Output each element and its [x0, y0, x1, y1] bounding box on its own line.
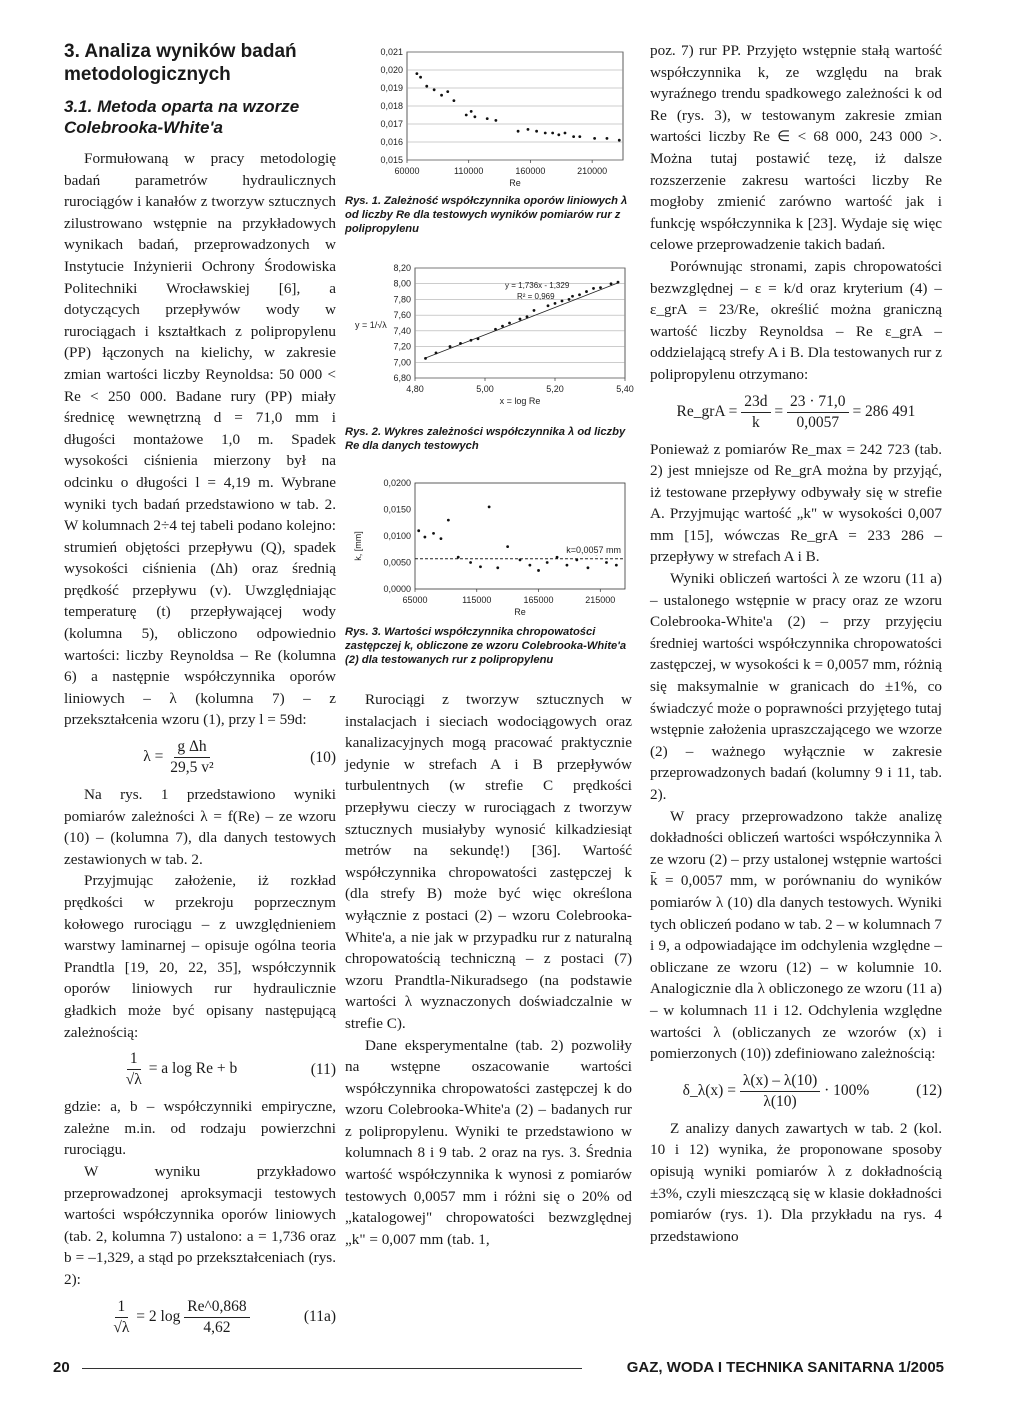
page-number: 20	[53, 1359, 70, 1376]
journal-name: GAZ, WODA I TECHNIKA SANITARNA 1/2005	[626, 1359, 944, 1376]
data-point	[470, 110, 473, 113]
y-axis-label: y = 1/√λ	[355, 320, 387, 330]
data-point	[435, 351, 438, 354]
eq11-numerator: 1	[127, 1049, 141, 1070]
paragraph: Porównując stronami, zapis chropowatości bezwzględnej – ε = k/d oraz kryterium (4) – ε_grA = 23/Re, określić można graniczną wartość liczby Reynoldsa – Re ε_grA – oddzielającą strefy A i B. Dla testowanych rur z polipropylenu otrzymano:	[650, 257, 942, 383]
x-tick-label: 115000	[462, 595, 492, 605]
data-point	[544, 132, 547, 135]
data-point	[488, 505, 491, 508]
x-tick-label: 210000	[577, 166, 608, 176]
data-point	[449, 345, 452, 348]
data-point	[419, 76, 422, 79]
data-point	[617, 281, 620, 284]
data-point	[606, 137, 609, 140]
eq10-denominator: 29,5 v²	[170, 759, 214, 777]
data-point	[546, 561, 549, 564]
data-point	[527, 128, 530, 131]
x-tick-label: 110000	[454, 166, 484, 176]
eq12-fraction	[740, 1071, 820, 1112]
data-point	[561, 300, 564, 303]
data-point	[517, 130, 520, 133]
y-tick-label: 0,0000	[383, 584, 411, 594]
paragraph: Przyjmując założenie, iż rozkład prędkości w przekroju poprzecznym kołowego rurociągu – z uwzględnieniem warstwy laminarnej – opisuje ogólna teoria Prandtla [19, 20, 22, 35], współczynnik oporów liniowych rur hydraulicznie gładkich może być opisany następującą zależnością:	[64, 872, 336, 1041]
eq-regra-lhs: Re_grA =	[676, 402, 738, 420]
eq11-fraction	[123, 1049, 145, 1090]
column-right	[650, 40, 942, 1247]
equation-number: (11a)	[303, 1308, 336, 1325]
data-point	[585, 290, 588, 293]
column-middle	[345, 40, 632, 1250]
eq12-rhs: · 100%	[824, 1081, 870, 1099]
paragraph: Dane eksperymentalne (tab. 2) pozwoliły na wstępne oszacowanie wartości współczynnika chropowatości zastępczej k do wzoru Colebrooka-White'a (2) – badanych rur z polipropylenu. Wyniki te przedstawiono w kolumnach 8 i 9 tab. 2 oraz na rys. 3. Średnia wartość współczynnika k wynosi z pomiarów testowych 0,0057 mm i różni się o 20% od „katalogowej" chropowatości bezwzględnej „k" = 0,007 mm (tab. 1,	[345, 1036, 632, 1248]
r-squared: R² = 0,969	[517, 292, 555, 301]
data-point	[519, 318, 522, 321]
data-point	[432, 532, 435, 535]
equation-11	[64, 1049, 336, 1090]
y-tick-label: 0,021	[380, 47, 403, 57]
footer-rule	[82, 1368, 582, 1369]
data-point	[486, 117, 489, 120]
eq10-lhs: λ =	[143, 748, 164, 766]
data-point	[533, 309, 536, 312]
eq11a-fraction-right	[184, 1297, 249, 1338]
eq-regra-fraction-1	[741, 392, 770, 433]
data-point	[605, 561, 608, 564]
data-point	[592, 287, 595, 290]
column-left	[64, 40, 336, 1344]
eq-regra-f1-numerator: 23d	[741, 392, 770, 413]
paragraph: Ponieważ z pomiarów Re_max = 242 723 (tab. 2) jest mniejsze od Re_grA można by przyjąć, iż testowane przepływy odbywały się w strefie A. Przyjmując wartość „k" w wysokości 0,007 mm [15], wówczas Re_grA = 233 286 – przepływy w strefach A i B.	[650, 440, 942, 566]
data-point	[593, 137, 596, 140]
eq10-numerator: g Δh	[174, 737, 209, 758]
y-tick-label: 7,00	[393, 357, 411, 368]
trend-equation: y = 1,736x - 1,329	[505, 281, 570, 290]
data-point	[415, 72, 418, 75]
data-point	[465, 114, 468, 117]
paragraph: Rurociągi z tworzyw sztucznych w instalacjach i sieciach wodociągowych oraz kanalizacyjnych mogą pracować praktycznie jedynie w strefach A i B przepływów turbulentnych (w strefie C prędkości przepływu cieczy w rurociągach z tworzyw sztucznych musiałyby wynosić kilkadziesiąt metrów na sekundę!) [36]. Wartość współczynnika chropowatości zastępczej k (dla strefy B) może być więc określona wyłącznie z postaci (2) – wzoru Colebrooka-White'a, a nie jak w przypadku rur z naturalną chropowatością techniczną – z postaci (7) wzoru Prandtla-Nikuradsego (na podstawie wartości λ wyznaczonych doświadczalnie w strefie C).	[345, 691, 632, 1032]
data-point	[578, 293, 581, 296]
eq12-denominator: λ(10)	[763, 1092, 797, 1110]
data-point	[526, 315, 529, 318]
data-point	[457, 556, 460, 559]
y-tick-label: 6,80	[393, 373, 411, 383]
data-point	[440, 94, 443, 97]
x-axis-label: Re	[514, 607, 526, 617]
equation-number: (10)	[310, 748, 336, 766]
y-tick-label: 7,60	[393, 310, 411, 321]
x-tick-label: 60000	[394, 166, 420, 176]
x-tick-label: 65000	[402, 595, 428, 605]
data-point	[479, 565, 482, 568]
equation-10	[64, 737, 336, 778]
y-tick-label: 8,20	[393, 263, 411, 273]
eq11a-right-denominator: 4,62	[203, 1318, 231, 1336]
section-heading: 3. Analiza wyników badań metodologicznych	[64, 41, 297, 85]
y-tick-label: 0,016	[380, 137, 403, 147]
eq12-numerator: λ(x) – λ(10)	[740, 1071, 820, 1092]
data-point	[564, 132, 567, 135]
data-point	[501, 325, 504, 328]
data-point	[447, 519, 450, 522]
data-point	[496, 566, 499, 569]
data-point	[519, 558, 522, 561]
data-point	[433, 88, 436, 91]
y-tick-label: 0,0100	[383, 531, 411, 541]
y-tick-label: 0,019	[380, 83, 403, 93]
figure-2-chart	[345, 256, 632, 421]
eq12-lhs: δ_λ(x) =	[682, 1081, 736, 1099]
data-point	[423, 536, 426, 539]
figure-2-caption: Rys. 2. Wykres zależności współczynnika λ od liczby Re dla danych testowych	[345, 426, 626, 452]
data-point	[446, 90, 449, 93]
eq11-rhs: = a log Re + b	[148, 1060, 238, 1078]
y-tick-label: 0,015	[380, 155, 403, 165]
data-point	[473, 115, 476, 118]
paragraph: W wyniku przykładowo przeprowadzonej aproksymacji testowych wartości współczynnika oporów liniowych (tab. 2, kolumna 7) ustalono: a = 1,736 oraz b = –1,329, a stąd po przekształceniach (rys. 2):	[64, 1162, 336, 1288]
eq10-fraction	[167, 737, 216, 778]
y-tick-label: 0,020	[380, 65, 403, 75]
x-tick-label: 165000	[523, 595, 554, 605]
paragraph: W pracy przeprowadzono także analizę dokładności obliczeń wartości współczynnika λ ze wzoru (2) – przy ustalonej wstępnie wartości k̄ = 0,0057 mm, w porównaniu do wyników pomiarów λ (10) dla danych testowych. Wyniki tych obliczeń podano w tab. 2 – w kolumnach 7 i 9, a odpowiadające im odchylenia względne – obliczane ze wzoru (12) – w kolumnie 10. Analogicznie dla λ obliczonego ze wzoru (11 a) – w kolumnach 11 i 12. Odchylenia względne wartości λ (obliczanych ze wzorów (x) i pomierzonych (10)) zdefiniowano zależnością:	[650, 807, 942, 1063]
paragraph: poz. 7) rur PP. Przyjęto wstępnie stałą wartość współczynnika k, ze względu na brak wyraźnego trendu spadkowego zależności k od Re (rys. 3), w testowanym zakresie zmian wartości liczby Re ∈ < 68 000, 243 000 >. Można tutaj postawić tezę, iż dalsze rozszerzenie zakresu wartości liczby Re mogłoby zmienić zarówno wartość jak i funkcję współczynnika k [23]. Wydaje się więc celowe przeprowadzenie takich badań.	[650, 42, 942, 254]
data-point	[618, 139, 621, 142]
data-point	[551, 132, 554, 135]
eq11a-numerator: 1	[115, 1297, 129, 1318]
data-point	[568, 298, 571, 301]
y-tick-label: 0,0150	[383, 504, 411, 515]
paragraph: gdzie: a, b – współczynniki empiryczne, zależne m.in. od rodzaju powierzchni rurociągu.	[64, 1098, 336, 1159]
data-point	[615, 564, 618, 567]
data-point	[535, 130, 538, 133]
eq11-denominator: √λ	[125, 1071, 142, 1089]
data-point	[547, 304, 550, 307]
eq11a-mid: = 2 log	[136, 1307, 181, 1325]
data-point	[587, 566, 590, 569]
data-point	[556, 556, 559, 559]
figure-3-caption: Rys. 3. Wartości współczynnika chropowatości zastępczej k, obliczone ze wzoru Colebrooka-White'a (2) dla testowanych rur z polipropylenu	[345, 626, 627, 666]
data-point	[554, 302, 557, 305]
y-tick-label: 7,40	[393, 325, 411, 336]
data-point	[610, 282, 613, 285]
data-point	[528, 564, 531, 567]
paragraph: Na rys. 1 przedstawiono wyniki pomiarów zależności λ = f(Re) – ze wzoru (10) – (kolumna 7), dla danych testowych zestawionych w tab. 2.	[64, 786, 336, 868]
data-point	[537, 569, 540, 572]
data-point	[453, 99, 456, 102]
equation-number: (11)	[310, 1060, 336, 1078]
figure-1-chart	[345, 40, 632, 190]
x-tick-label: 160000	[515, 166, 546, 176]
y-tick-label: 8,00	[393, 278, 411, 289]
data-point	[494, 328, 497, 331]
data-point	[417, 529, 420, 532]
y-tick-label: 7,80	[393, 294, 411, 305]
y-tick-label: 0,0200	[383, 478, 411, 488]
data-point	[425, 85, 428, 88]
data-point	[506, 545, 509, 548]
eq11a-denominator: √λ	[113, 1318, 130, 1336]
x-tick-label: 5,00	[476, 384, 494, 394]
eq11a-fraction-left	[110, 1297, 132, 1338]
x-tick-label: 5,40	[616, 384, 634, 394]
x-tick-label: 215000	[585, 595, 616, 605]
paragraph: Z analizy danych zawartych w tab. 2 (kol. 10 i 12) wynika, że proponowane sposoby opisują wyniki pomiarów λ z dokładnością ±3%, czyli mieszczącą się w klasie dokładności pomiarów (rys. 1). Dla przykładu na rys. 4 przedstawiono	[650, 1119, 942, 1245]
equation-12	[650, 1071, 942, 1112]
data-point	[469, 561, 472, 564]
x-tick-label: 4,80	[406, 384, 424, 394]
eq-regra-f1-denominator: k	[752, 413, 760, 431]
y-axis-label: k, [mm]	[353, 531, 363, 561]
eq-regra-f2-numerator: 23 · 71,0	[787, 392, 849, 413]
data-point	[477, 337, 480, 340]
figure-3-chart	[345, 471, 632, 621]
data-point	[470, 339, 473, 342]
x-tick-label: 5,20	[546, 384, 564, 394]
eq-regra-rhs: = 286 491	[852, 402, 916, 420]
y-tick-label: 0,0050	[383, 557, 411, 568]
paragraph: Formułowaną w pracy metodologię badań parametrów hydraulicznych rurociągów i kanałów z tworzyw sztucznych zilustrowano wstępnie na przykładowych wynikach badań, przeprowadzonych w Instytucie Inżynierii Ochrony Środowiska Politechniki Wrocławskiej [6], a dotyczących przepływów wody w rurociągach i kształtkach z polipropylenu (PP) łączonych na kielichy, w zakresie zmian wartości liczby Reynoldsa: 50 000 < Re < 250 000. Badane rury (PP) miały średnicę wewnętrzną d = 71,0 mm i długości montażowe 1,0 m. Spadek wysokości ciśnienia mierzony był na odcinku o długości l = 4,19 m. Wybrane wyniki tych badań przedstawiono w tab. 2. W kolumnach 2÷4 tej tabeli podano kolejno: strumień objętości przepływu (Q), spadek wysokości ciśnienia (Δh) oraz średnią prędkość przepływu (v). Uwzględniając temperaturę (t) przepływającej wody (kolumna 5), obliczono odpowiednio wartości: liczby Reynoldsa – Re (kolumna 6) a następnie współczynnika oporów liniowych – λ (kolumna 7) – z przekształcenia wzoru (1), przy l = 59d:	[64, 150, 336, 729]
data-point	[572, 135, 575, 138]
eq-regra-fraction-2	[787, 392, 849, 433]
eq11a-right-numerator: Re^0,868	[184, 1297, 249, 1318]
equation-regra: Re_grA = $\frac{23d}{k}$ = $\frac{23 \cdot 71,0}{0,0057}$ = 286 491	[676, 392, 916, 431]
y-tick-label: 7,20	[393, 341, 411, 352]
figure-1-caption: Rys. 1. Zależność współczynnika oporów liniowych λ od liczby Re dla testowych wyników pomiarów rur z polipropylenu	[345, 195, 628, 235]
data-point	[571, 295, 574, 298]
y-tick-label: 0,018	[380, 101, 403, 111]
data-point	[440, 537, 443, 540]
data-point	[578, 135, 581, 138]
paragraph: Wyniki obliczeń wartości λ ze wzoru (11 a) – ustalonego wstępnie w pracy oraz ze wzoru Colebrooka-White'a (2) – przy przyjęciu średniej wartości współczynnika chropowatości zastępczej, w wysokości k = 0,0057 mm, różnią się maksymalnie w granicach do ±1%, co świadczyć może o poprawności przyjętego tutaj wstępnie założenia upraszczającego we wzorze (2) – ważnego wyłącznie w zakresie przeprowadzonych badań (kolumny 9 i 11, tab. 2).	[650, 570, 942, 803]
data-point	[494, 119, 497, 122]
data-point	[557, 133, 560, 136]
data-point	[566, 564, 569, 567]
eq-regra-f2-denominator: 0,0057	[796, 413, 840, 431]
x-axis-label: x = log Re	[499, 396, 541, 406]
data-point	[575, 558, 578, 561]
subsection-heading: 3.1. Metoda oparta na wzorze Colebrooka-White'a	[64, 97, 300, 137]
equation-number: (12)	[916, 1082, 942, 1100]
data-point	[508, 322, 511, 325]
plot-frame	[415, 483, 625, 589]
y-tick-label: 0,017	[380, 119, 403, 129]
x-axis-label: Re	[509, 178, 521, 188]
data-point	[459, 342, 462, 345]
reference-label: k=0,0057 mm	[566, 544, 621, 555]
data-point	[599, 286, 602, 289]
equation-11a	[64, 1297, 336, 1338]
data-point	[424, 357, 427, 360]
